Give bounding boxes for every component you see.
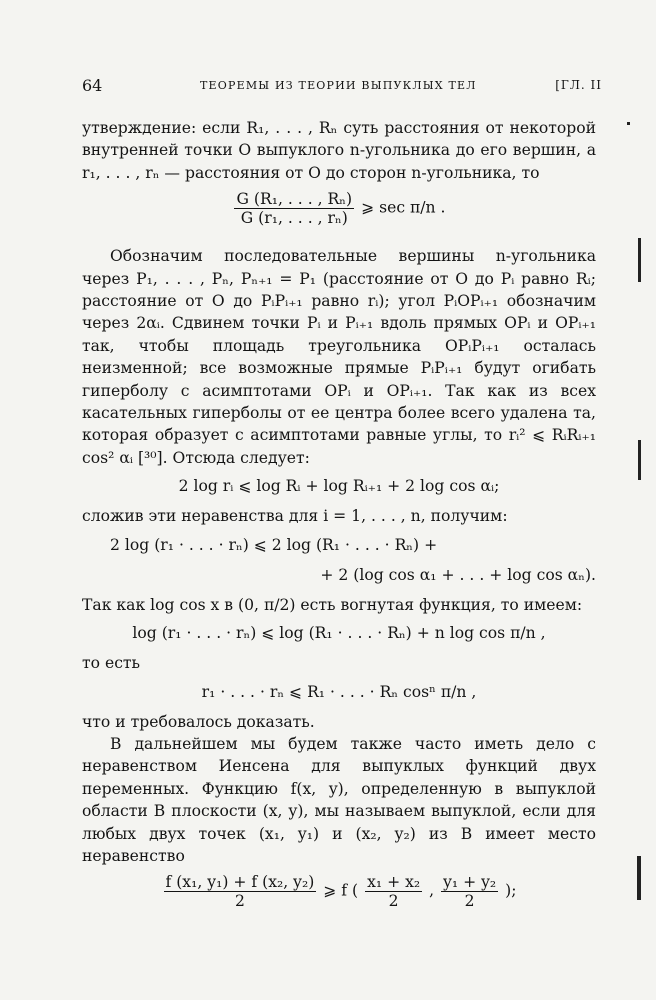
fraction-numerator: x₁ + x₂: [367, 873, 421, 892]
scan-edge-mark: [638, 440, 641, 480]
formula-rhs: ⩾ sec π/n .: [361, 198, 446, 217]
chapter-label: [ГЛ. II: [555, 78, 602, 92]
formula-ratio: [82, 190, 596, 227]
formula-close: );: [505, 881, 517, 900]
fraction: [164, 873, 317, 910]
fraction-denominator: G (r₁, . . . , rₙ): [240, 209, 348, 228]
page-body: [82, 117, 596, 918]
paragraph: В дальнейшем мы будем также часто иметь дело с неравенством Иенсена для выпуклых функций двух переменных. Функцию f(x, y), определенную в выпуклой области B плоскости (x, y), мы называем выпуклой, если для любых двух точек (x₁, y₁) и (x₂, y₂) из B имеет место неравенство: [82, 734, 596, 865]
paragraph: Так как log cos x в (0, π/2) есть вогнутая функция, то имеем:: [82, 595, 583, 614]
running-header: [82, 76, 604, 98]
formula-product: r₁ · . . . · rₙ ⩽ R₁ · . . . · Rₙ cosⁿ π/n ,: [201, 682, 477, 701]
paragraph: Обозначим последовательные вершины n-угольника через P₁, . . . , Pₙ, Pₙ₊₁ = P₁ (расстояние от O до Pᵢ равно Rᵢ; расстояние от O до PᵢPᵢ₊₁ равно rᵢ); угол PᵢOPᵢ₊₁ обозначим через 2αᵢ. Сдвинем точки Pᵢ и Pᵢ₊₁ вдоль прямых OPᵢ и OPᵢ₊₁ так, чтобы площадь треугольника OPᵢPᵢ₊₁ осталась неизменной; все возможные прямые PᵢPᵢ₊₁ будут огибать гиперболу с асимптотами OPᵢ и OPᵢ₊₁. Так как из всех касательных гиперболы от ее центра более всего удалена та, которая образует с асимптотами равные углы, то rᵢ² ⩽ RᵢRᵢ₊₁ cos² αᵢ [³⁰]. Отсюда следует:: [82, 247, 596, 467]
fraction-numerator: f (x₁, y₁) + f (x₂, y₂): [165, 873, 315, 892]
formula-comma: ,: [429, 881, 435, 900]
scan-edge-mark: [638, 238, 641, 282]
scan-edge-mark: [637, 856, 641, 900]
fraction-denominator: 2: [464, 892, 475, 911]
page-number: 64: [82, 76, 103, 95]
formula-sum-line1: 2 log (r₁ · . . . · rₙ) ⩽ 2 log (R₁ · . . . · Rₙ) +: [110, 535, 438, 554]
formula-jensen: [82, 873, 596, 910]
paragraph: утверждение: если R₁, . . . , Rₙ суть расстояния от некоторой внутренней точки O выпуклого n-угольника до его вершин, а r₁, . . . , rₙ — расстояния от O до сторон n-угольника, то: [82, 119, 596, 182]
running-title: ТЕОРЕМЫ ИЗ ТЕОРИИ ВЫПУКЛЫХ ТЕЛ: [200, 79, 477, 92]
formula-sum-line2: + 2 (log cos α₁ + . . . + log cos αₙ).: [320, 565, 596, 584]
fraction-numerator: G (R₁, . . . , Rₙ): [236, 190, 353, 209]
fraction: [365, 873, 422, 910]
scan-edge-mark: [627, 122, 630, 125]
fraction-denominator: 2: [234, 892, 245, 911]
formula-concavity: log (r₁ · . . . · rₙ) ⩽ log (R₁ · . . . · Rₙ) + n log cos π/n ,: [132, 624, 546, 643]
fraction-denominator: 2: [388, 892, 399, 911]
fraction-numerator: y₁ + y₂: [443, 873, 497, 892]
fraction: [441, 873, 498, 910]
formula-log-inequality: 2 log rᵢ ⩽ log Rᵢ + log Rᵢ₊₁ + 2 log cos αᵢ;: [178, 477, 500, 496]
formula-operator: ⩾ f (: [323, 881, 359, 900]
paragraph: сложив эти неравенства для i = 1, . . . , n, получим:: [82, 507, 508, 526]
paragraph: то есть: [82, 654, 141, 673]
paragraph: что и требовалось доказать.: [82, 712, 315, 731]
fraction: [234, 190, 354, 227]
